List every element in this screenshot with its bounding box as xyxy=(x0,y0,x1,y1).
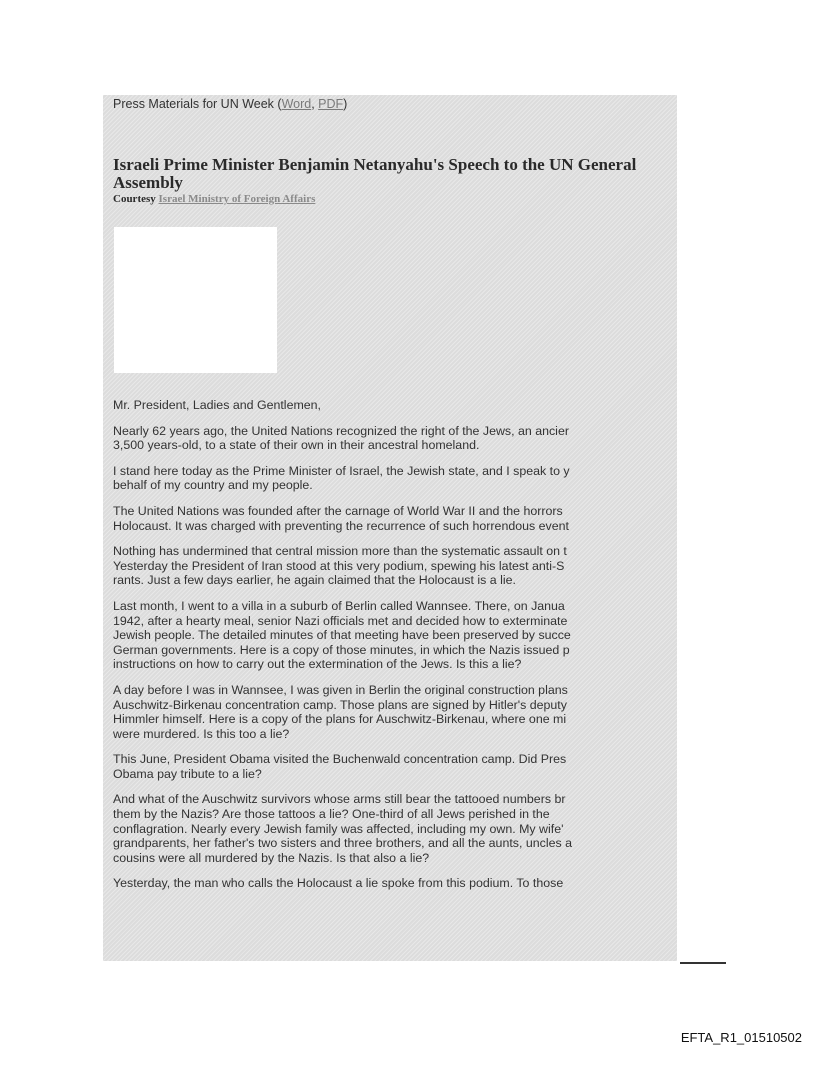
paragraph-line: I stand here today as the Prime Minister of Israel, the Jewish state, and I speak to y xyxy=(113,463,570,478)
paragraph-line: grandparents, her father's two sisters and three brothers, and all the aunts, uncles a xyxy=(113,836,573,851)
article-headline: Israeli Prime Minister Benjamin Netanyahu's Speech to the UN General Assembly xyxy=(113,155,637,192)
pdf-link[interactable]: PDF xyxy=(318,97,344,111)
paragraph-line: Nearly 62 years ago, the United Nations recognized the right of the Jews, an ancier xyxy=(113,423,569,438)
paragraph-line: Jewish people. The detailed minutes of that meeting have been preserved by succe xyxy=(113,628,571,643)
paragraph-line: conflagration. Nearly every Jewish family was affected, including my own. My wife' xyxy=(113,821,564,836)
speech-paragraph xyxy=(113,424,677,453)
page-dash-mark xyxy=(680,962,726,964)
paragraph-line: 1942, after a hearty meal, senior Nazi officials met and decided how to exterminate xyxy=(113,613,568,628)
paragraph-line: Yesterday, the man who calls the Holocaust a lie spoke from this podium. To those xyxy=(113,876,564,891)
paragraph-line: behalf of my country and my people. xyxy=(113,478,313,493)
paragraph-line: Mr. President, Ladies and Gentlemen, xyxy=(113,398,322,412)
speech-paragraph xyxy=(113,792,677,865)
paragraph-line: Himmler himself. Here is a copy of the plans for Auschwitz-Birkenau, where one mi xyxy=(113,712,567,727)
paragraph-line: Holocaust. It was charged with preventing the recurrence of such horrendous event xyxy=(113,518,569,533)
paragraph-line: Yesterday the President of Iran stood at this very podium, spewing his latest anti-S xyxy=(113,558,565,573)
document-panel xyxy=(103,95,677,961)
paragraph-line: rants. Just a few days earlier, he again claimed that the Holocaust is a lie. xyxy=(113,573,516,588)
paragraph-line: German governments. Here is a copy of those minutes, in which the Nazis issued p xyxy=(113,642,570,657)
speech-paragraph xyxy=(113,504,677,533)
paragraph-line: This June, President Obama visited the Buchenwald concentration camp. Did Pres xyxy=(113,752,567,767)
speech-paragraph xyxy=(113,398,677,413)
speech-paragraph xyxy=(113,464,677,493)
paragraph-line: Nothing has undermined that central mission more than the systematic assault on t xyxy=(113,544,567,559)
courtesy-line xyxy=(113,193,315,205)
paragraph-line: cousins were all murdered by the Nazis. Is that also a lie? xyxy=(113,850,430,865)
speech-paragraph xyxy=(113,599,677,672)
paragraph-line: were murdered. Is this too a lie? xyxy=(113,726,290,741)
paragraph-line: A day before I was in Wannsee, I was given in Berlin the original construction plans xyxy=(113,682,568,697)
speech-body xyxy=(113,398,677,902)
press-materials-line xyxy=(113,97,347,111)
speech-paragraph xyxy=(113,683,677,741)
speech-paragraph xyxy=(113,876,677,891)
photo-placeholder xyxy=(114,227,277,373)
speech-paragraph xyxy=(113,544,677,588)
paragraph-line: 3,500 years-old, to a state of their own in their ancestral homeland. xyxy=(113,438,480,453)
paragraph-line: instructions on how to carry out the extermination of the Jews. Is this a lie? xyxy=(113,657,522,672)
speech-paragraph xyxy=(113,752,677,781)
document-id: EFTA_R1_01510502 xyxy=(680,1030,802,1045)
paragraph-line: them by the Nazis? Are those tattoos a lie? One-third of all Jews perished in the xyxy=(113,807,550,822)
press-suffix: ) xyxy=(343,97,348,111)
paragraph-line: And what of the Auschwitz survivors whose arms still bear the tattooed numbers br xyxy=(113,792,566,807)
ministry-link[interactable]: Israel Ministry of Foreign Affairs xyxy=(158,193,316,205)
paragraph-line: Auschwitz-Birkenau concentration camp. Those plans are signed by Hitler's deputy xyxy=(113,697,567,712)
paragraph-line: Obama pay tribute to a lie? xyxy=(113,766,262,781)
word-link[interactable]: Word xyxy=(281,97,312,111)
paragraph-line: The United Nations was founded after the carnage of World War II and the horrors xyxy=(113,503,563,518)
paragraph-line: Last month, I went to a villa in a suburb of Berlin called Wannsee. There, on Janua xyxy=(113,598,565,613)
press-prefix: Press Materials for UN Week ( xyxy=(113,97,282,111)
courtesy-label: Courtesy xyxy=(113,193,156,205)
press-separator: , xyxy=(311,97,319,111)
